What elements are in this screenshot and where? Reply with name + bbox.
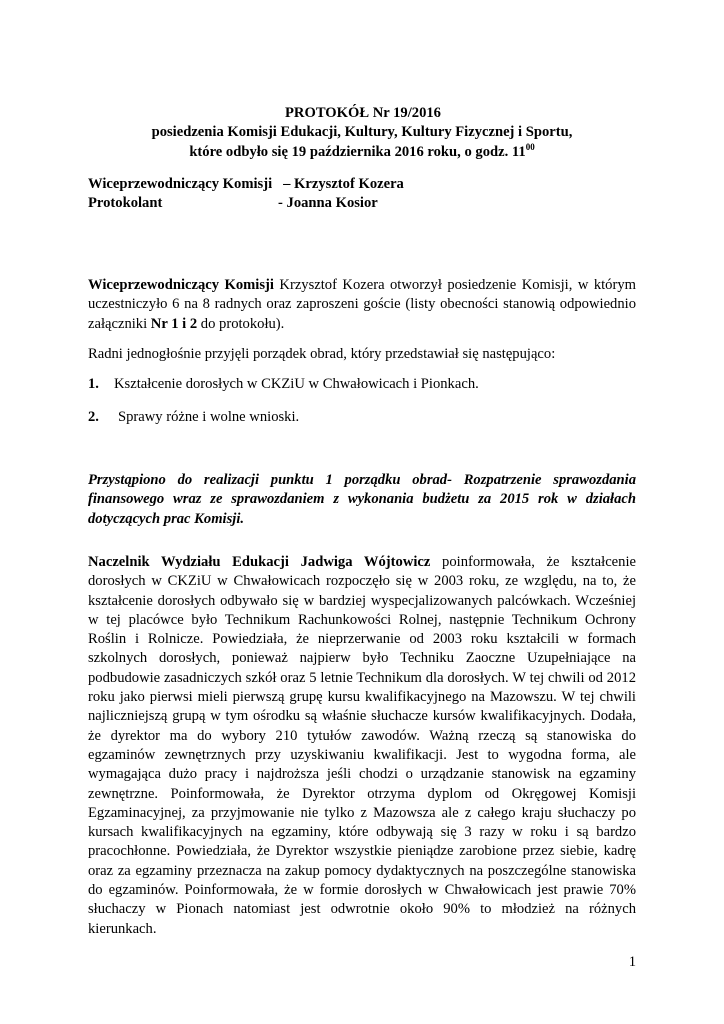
body-line: kursach kwalifikacyjnych na egzaminy, które odbywają się 3 razy w roku i są bardzo bbox=[88, 824, 636, 841]
body-line: do egzaminów. Poinformowała, że w formie dorosłych w Chwałowicach jest prawie 70% bbox=[88, 882, 636, 899]
agenda-item bbox=[88, 408, 299, 427]
body-line: najliczniejszą grupą w tym ośrodku są właśnie słuchacze kursów kwalifikacyjnych. Dodała, bbox=[88, 708, 636, 725]
body-line: słuchaczy w Pionach natomiast jest odwrotnie około 90% to młodzież na różnych bbox=[88, 901, 636, 918]
role-person: Joanna Kosior bbox=[286, 195, 378, 211]
agenda-number: 1. bbox=[88, 376, 99, 392]
date-text: które odbyło się 19 października 2016 roku, o godz. 11 bbox=[189, 143, 526, 160]
page-number: 1 bbox=[628, 954, 636, 970]
body-line: pracochłonne. Powiedziała, że Dyrektor wszystkie pieniądze zarobione przez siebie, kadrę bbox=[88, 843, 636, 860]
intro-bold-lead: Wiceprzewodniczący Komisji bbox=[88, 277, 274, 293]
role-separator: – bbox=[283, 176, 291, 192]
section-heading bbox=[88, 471, 636, 529]
intro-line-3b: do protokołu). bbox=[197, 315, 285, 332]
agenda-number: 2. bbox=[88, 409, 99, 425]
protocol-title: PROTOKÓŁ Nr 19/2016 bbox=[285, 105, 441, 121]
time-superscript: 00 bbox=[525, 141, 535, 152]
role-separator: - bbox=[278, 195, 283, 211]
heading-line: dotyczących prac Komisji. bbox=[88, 510, 245, 527]
speaker-name: Naczelnik Wydziału Edukacji Jadwiga Wójtowicz bbox=[88, 554, 431, 570]
header bbox=[88, 104, 636, 162]
body-line: w tej placówce było Technikum Rachunkowości Rolnej, następnie Technikum Ochrony bbox=[88, 611, 636, 628]
body-line: kierunkach. bbox=[88, 920, 157, 937]
attachment-numbers: Nr 1 i 2 bbox=[150, 315, 198, 332]
role-label: Protokolant bbox=[88, 195, 163, 211]
agenda-text: Sprawy różne i wolne wnioski. bbox=[118, 409, 300, 425]
body-line: szkolnych dorosłych, ponieważ najpierw było Techniku Zaoczne Uzupełniające na bbox=[88, 650, 636, 667]
role-label: Wiceprzewodniczący Komisji bbox=[88, 176, 273, 192]
body-line: roku jako pierwsi mieli pierwszą grupę kursu kwalifikacyjnego na Mazowszu. W tej chwili bbox=[88, 689, 636, 706]
intro-line-3a: załączniki bbox=[88, 315, 151, 332]
agenda-text: Kształcenie dorosłych w CKZiU w Chwałowicach i Pionkach. bbox=[114, 376, 479, 392]
body-line: oraz za egzaminy przeznacza na zakup pomocy dydaktycznych na poszczególne stanowiska bbox=[88, 862, 636, 879]
body-line: poinformowała, że kształcenie bbox=[430, 554, 636, 570]
body-paragraph bbox=[88, 553, 636, 939]
body-line: Roślin i Rolnicze. Powiedziała, że nieprzerwanie od 2003 roku kształcili w formach bbox=[88, 631, 636, 648]
body-line: Egzaminacyjnej, za przyjmowanie nie tylko z Mazowsza ale z całego kraju słuchaczy po bbox=[88, 804, 636, 821]
body-line: że dyrektor ma do wybory 210 tytułów zawodów. Ważną rzeczą są stanowiska do bbox=[88, 727, 636, 744]
body-line: wymagająca dużo pracy i najdroższa jeśli chodzi o urządzanie stanowisk na egzaminy bbox=[88, 766, 636, 783]
body-line: kształcenie dorosłych odbywało się w bardziej wyspecjalizowanych palcówkach. Wcześniej bbox=[88, 592, 636, 609]
body-line: dorosłych w CKZiU w Chwałowicach rozpoczęło się w 2003 roku, ze względu, na to, że bbox=[88, 573, 636, 590]
meeting-date-line bbox=[88, 143, 636, 162]
agenda-intro: Radni jednogłośnie przyjęli porządek obrad, który przedstawiał się następująco: bbox=[88, 346, 556, 362]
body-line: zewnętrzne. Poinformowała, że Dyrektor otrzyma dyplom od Okręgowej Komisji bbox=[88, 785, 636, 802]
heading-line: Przystąpiono do realizacji punktu 1 porządku obrad- Rozpatrzenie sprawozdania bbox=[88, 472, 636, 488]
role-recorder bbox=[88, 194, 378, 213]
body-line: podbudowie zasadniczych szkół oraz 5 letnie Technikum dla dorosłych. W tej chwili od 2012 bbox=[88, 669, 636, 686]
meeting-subtitle: posiedzenia Komisji Edukacji, Kultury, Kultury Fizycznej i Sportu, bbox=[151, 124, 573, 141]
body-line: egzaminów zewnętrznych przy uzyskiwaniu kwalifikacji. Jest to wygodna forma, ale bbox=[88, 746, 636, 763]
intro-line-2: uczestniczyło 6 na 8 radnych oraz zaproszeni goście (listy obecności stanowią odpowiednio bbox=[88, 296, 636, 313]
intro-paragraph bbox=[88, 276, 636, 334]
intro-line-1: Krzysztof Kozera otworzył posiedzenie Komisji, w którym bbox=[273, 277, 636, 293]
role-vice-chair bbox=[88, 175, 404, 194]
role-person: Krzysztof Kozera bbox=[294, 176, 404, 192]
heading-line: finansowego wraz ze sprawozdaniem z wykonania budżetu za 2015 rok w działach bbox=[88, 491, 636, 508]
agenda-item bbox=[88, 375, 479, 394]
